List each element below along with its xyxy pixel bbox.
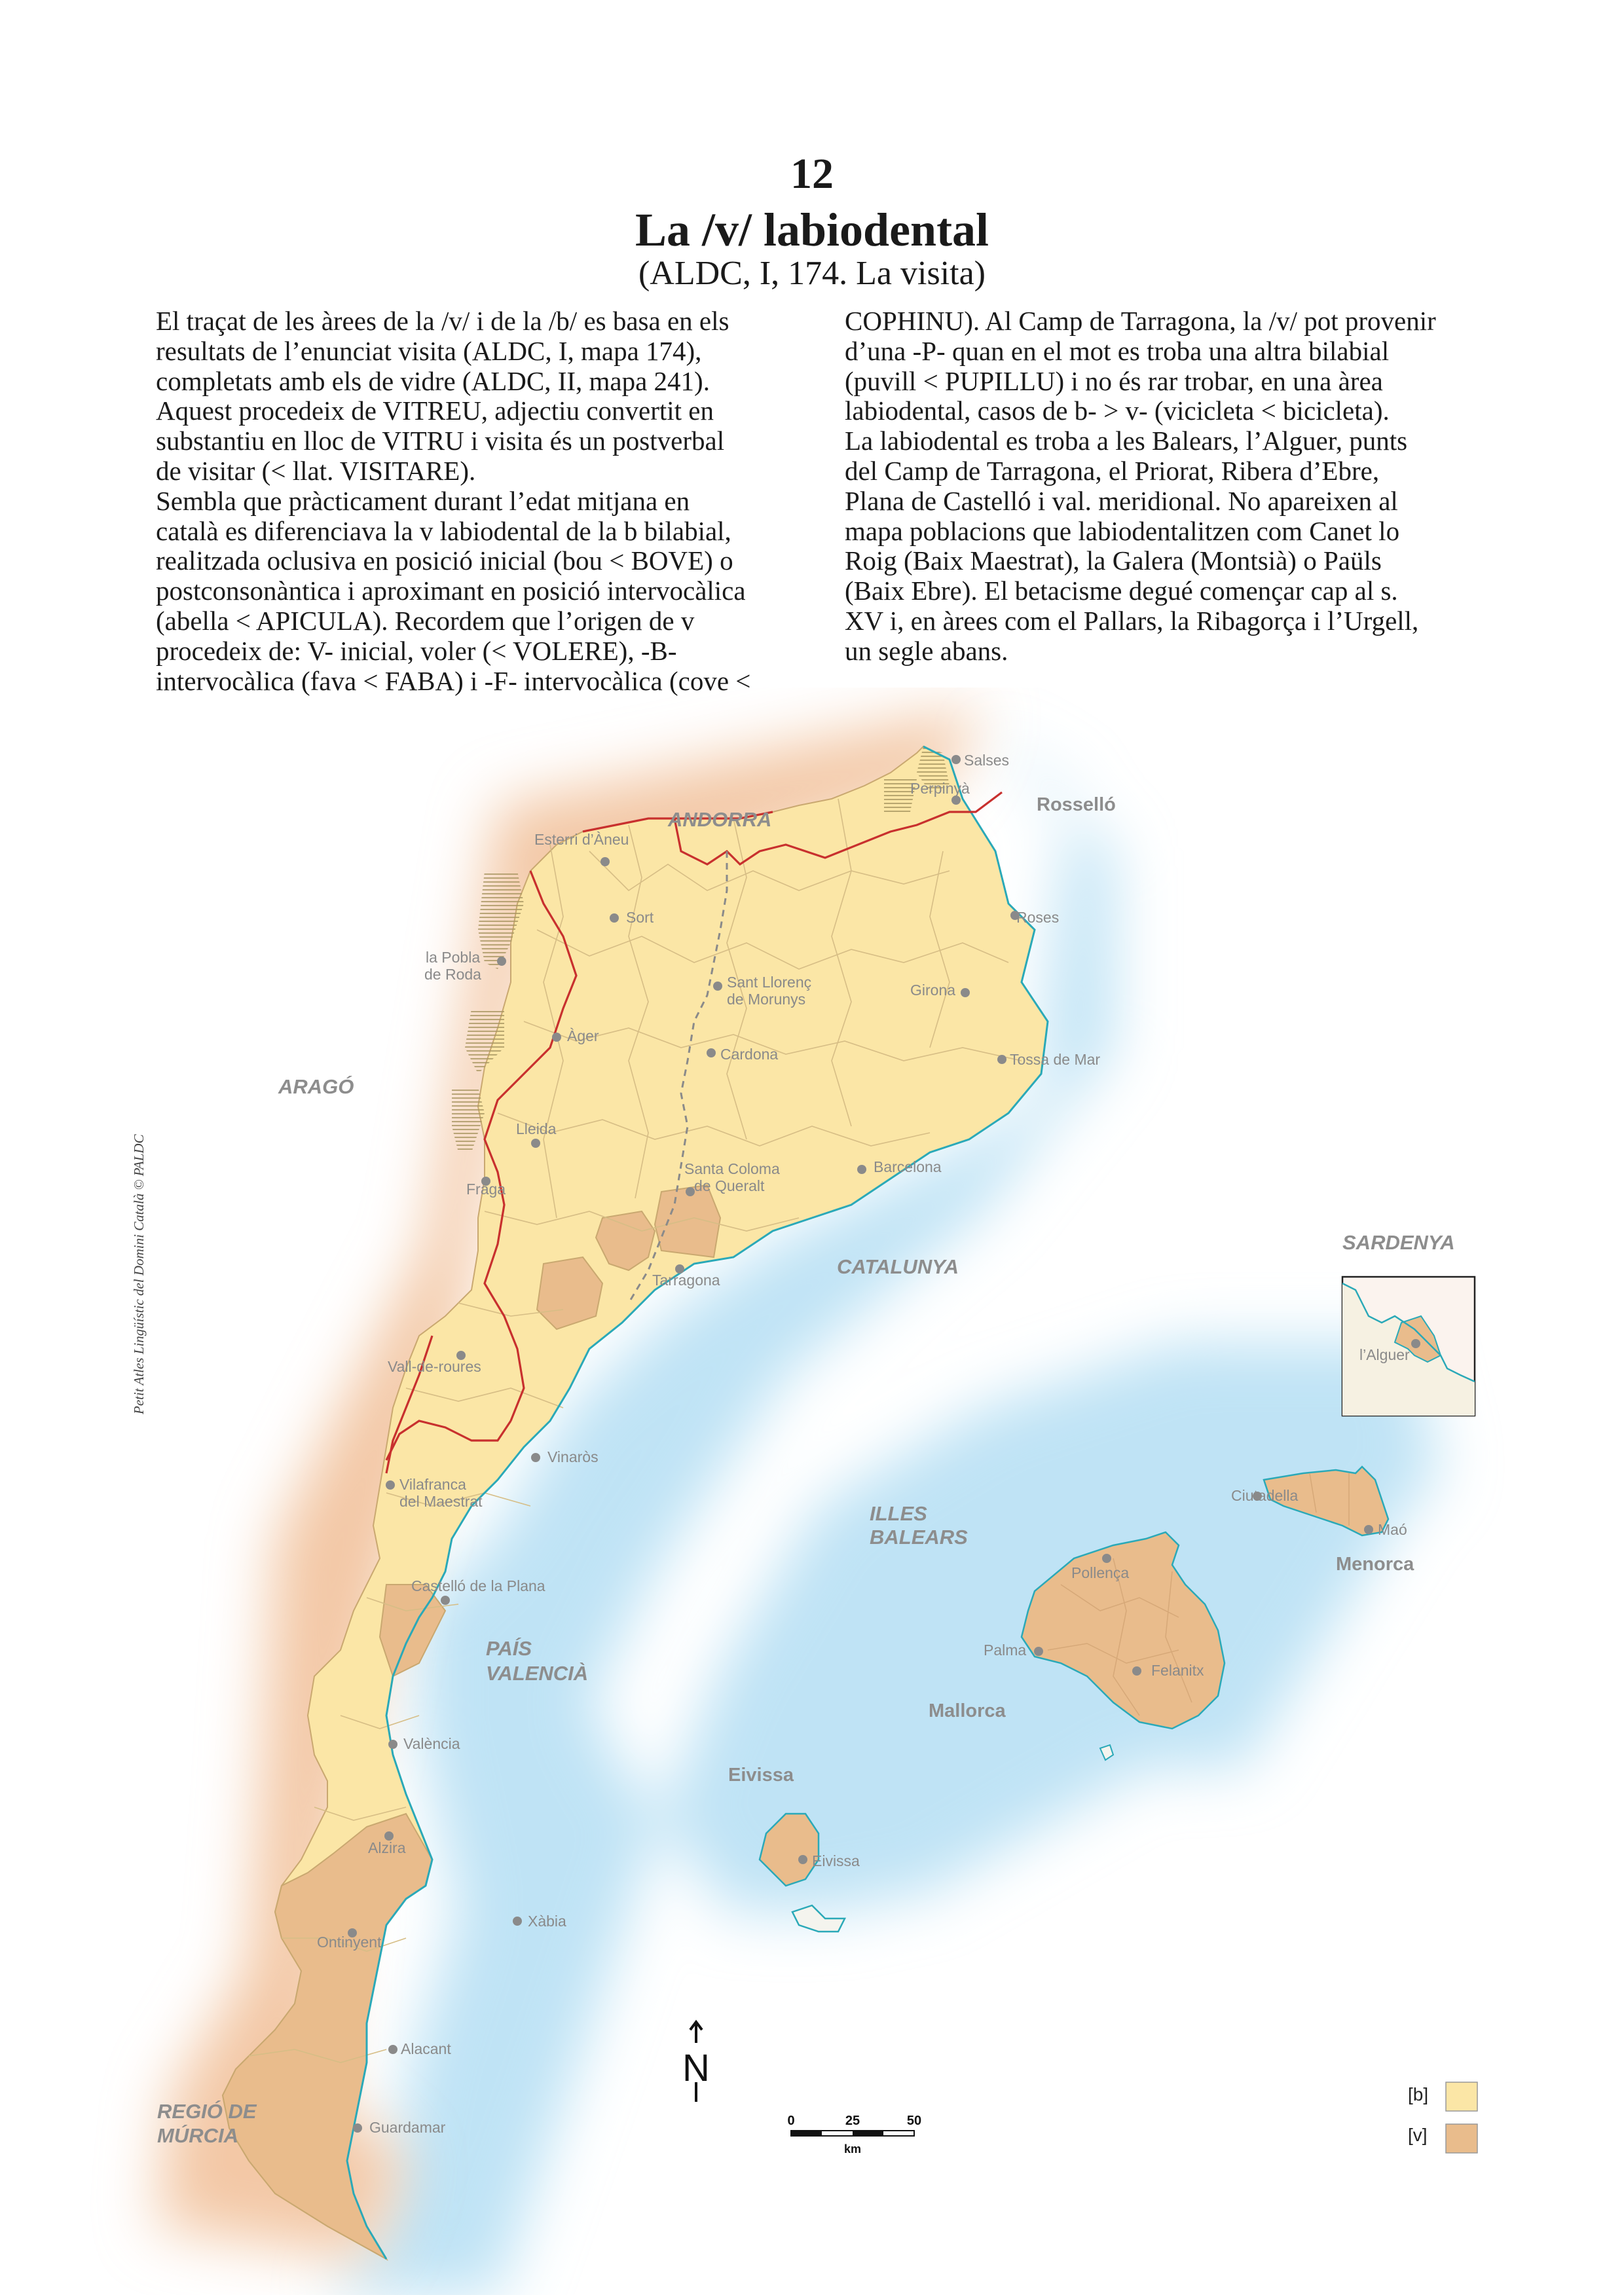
city-dot [961,988,970,997]
label-vall: Vall-de-roures [388,1358,481,1375]
text-line: (Baix Ebre). El betacisme degué començar cap al s. [845,576,1398,606]
label-sardenya: SARDENYA [1342,1231,1455,1254]
text-line: Plana de Castelló i val. meridional. No apareixen al [845,485,1398,516]
legend-swatch-v [1446,2124,1477,2153]
text-line: català es diferenciava la v labiodental de la b bilabial, [156,515,731,546]
text-line: resultats de l’enunciat visita (ALDC, I, mapa 174), [156,335,702,366]
city-dot [707,1048,716,1057]
city-dot [1102,1554,1111,1563]
label-regio-de: REGIÓ DE [157,2100,257,2123]
text-line: procedeix de: V- inicial, voler (< VOLERE), -B- [156,635,677,666]
label-lleida: Lleida [516,1120,557,1137]
city-dot [798,1855,807,1864]
label-ager: Àger [567,1027,599,1044]
label-illes: ILLES [870,1502,927,1525]
legend-swatch-b [1446,2082,1477,2111]
text-line: substantiu en lloc de VITRU i visita és un postverbal [156,426,725,456]
city-dot [951,796,961,805]
text-line: (puvill < PUPILLU) i no és rar trobar, en una àrea [845,365,1383,396]
city-dot [388,2045,397,2054]
city-dot [531,1139,540,1148]
label-alacant: Alacant [401,2040,451,2057]
text-line: La labiodental es troba a les Balears, l’Alguer, punts [845,426,1408,456]
label-esterri: Esterri d’Àneu [534,831,629,848]
city-dot [1034,1647,1043,1656]
label-palma: Palma [984,1642,1027,1659]
label-menorca: Menorca [1336,1554,1414,1575]
scale-unit: km [843,2142,862,2156]
label-alzira: Alzira [368,1839,406,1856]
label-arago: ARAGÓ [278,1075,354,1098]
label-eivissa-island: Eivissa [728,1765,794,1786]
text-line: mapa poblacions que labiodentalitzen com Canet lo [845,515,1400,546]
label-vilafranca-2: del Maestrat [399,1493,483,1510]
label-pollenca: Pollença [1071,1564,1130,1581]
text-line: El traçat de les àrees de la /v/ i de la /b/ es basa en els [156,306,729,336]
north-label: N [682,2047,710,2089]
city-dot [713,982,722,991]
label-mao: Maó [1378,1521,1407,1538]
label-girona: Girona [910,982,956,999]
text-line: un segle abans. [845,635,1008,666]
scale-tick-50: 50 [906,2114,922,2128]
text-column-left [156,306,792,696]
label-valencia: València [403,1735,460,1752]
text-line: intervocàlica (fava < FABA) i -F- intervocàlica (cove < [156,665,751,696]
text-line: Sembla que pràcticament durant l’edat mitjana en [156,485,690,516]
text-line: Roig (Baix Maestrat), la Galera (Montsià) o Paüls [845,545,1382,576]
linguistic-map [0,688,1624,2295]
label-cardona: Cardona [720,1046,779,1063]
map-title: La /v/ labiodental [635,204,989,256]
label-mallorca: Mallorca [929,1700,1006,1721]
city-dot [441,1596,450,1605]
text-line: Aquest procedeix de VITREU, adjectiu convertit en [156,395,714,426]
legend [1408,2082,1477,2153]
scale-tick-0: 0 [787,2114,795,2128]
text-line: de visitar (< llat. VISITARE). [156,455,476,486]
text-line: d’una -P- quan en el mot es troba una altra bilabial [845,335,1390,366]
label-salses: Salses [964,752,1010,769]
label-pobla-2: de Roda [424,966,481,983]
legend-label-v: [v] [1408,2125,1428,2145]
label-eivissa: Eivissa [812,1852,860,1869]
label-guardamar: Guardamar [369,2119,446,2136]
text-line: del Camp de Tarragona, el Priorat, Ribera d’Ebre, [845,455,1380,486]
map-number: 12 [790,150,834,198]
label-vilafranca-1: Vilafranca [399,1476,466,1493]
label-roses: Roses [1016,909,1060,926]
text-line: realitzada oclusiva en posició inicial (bou < BOVE) o [156,545,733,576]
city-dot [997,1055,1006,1064]
scale-tick-25: 25 [845,2114,860,2128]
text-line: completats amb els de vidre (ALDC, II, mapa 241). [156,365,710,396]
city-dot [1411,1339,1420,1348]
city-dot [951,755,961,764]
city-dot [386,1480,395,1490]
label-alguer: l’Alguer [1359,1346,1410,1363]
label-felanitx: Felanitx [1151,1662,1204,1679]
city-dot [353,2123,362,2133]
label-pais: PAÍS [486,1637,532,1660]
city-dot [686,1187,695,1196]
text-line: postconsonàntica i aproximant en posició intervocàlica [156,576,746,606]
text-line: XV i, en àrees com el Pallars, la Ribagorça i l’Urgell, [845,605,1419,636]
label-barcelona: Barcelona [874,1158,942,1175]
city-dot [1364,1525,1373,1534]
map-subtitle: (ALDC, I, 174. La visita) [638,255,986,292]
label-ciutadella: Ciutadella [1231,1487,1299,1504]
label-llorenc-1: Sant Llorenç [727,974,812,991]
label-coloma-2: de Queralt [694,1177,765,1194]
label-murcia: MÚRCIA [157,2124,238,2147]
text-column-right [845,306,1481,667]
label-castello: Castelló de la Plana [411,1577,545,1594]
city-dot [552,1033,561,1042]
city-dot [513,1917,522,1926]
label-ontinyent: Ontinyent [317,1934,382,1951]
label-coloma-1: Santa Coloma [684,1160,780,1177]
city-dot [388,1740,397,1749]
label-andorra: ANDORRA [668,808,772,831]
city-dot [497,957,506,966]
label-pobla-1: la Pobla [426,949,481,966]
city-dot [1132,1666,1141,1676]
label-llorenc-2: de Morunys [727,991,806,1008]
city-dot [610,913,619,923]
text-line: (abella < APICULA). Recordem que l’origen de v [156,605,695,636]
label-tarragona: Tarragona [652,1272,720,1289]
label-sort: Sort [626,909,654,926]
text-line: COPHINU). Al Camp de Tarragona, la /v/ pot provenir [845,306,1436,336]
city-dot [857,1165,866,1174]
label-rossello: Rosselló [1037,794,1116,815]
label-tossa: Tossa de Mar [1010,1051,1101,1068]
text-line: labiodental, casos de b- > v- (vicicleta < bicicleta). [845,395,1390,426]
label-catalunya: CATALUNYA [837,1255,959,1278]
scale-bar [787,2114,921,2156]
label-xabia: Xàbia [528,1913,566,1930]
city-dot [600,857,610,866]
label-perpinya: Perpinyà [910,780,970,797]
label-valencia-region: VALENCIÀ [486,1662,589,1685]
city-dot [531,1453,540,1462]
label-fraga: Fraga [466,1181,506,1198]
credit: Petit Atles Lingüístic del Domini Català © PALDC [131,1134,147,1414]
label-vinaros: Vinaròs [547,1448,599,1465]
legend-label-b: [b] [1408,2084,1429,2104]
label-balears: BALEARS [870,1526,968,1549]
